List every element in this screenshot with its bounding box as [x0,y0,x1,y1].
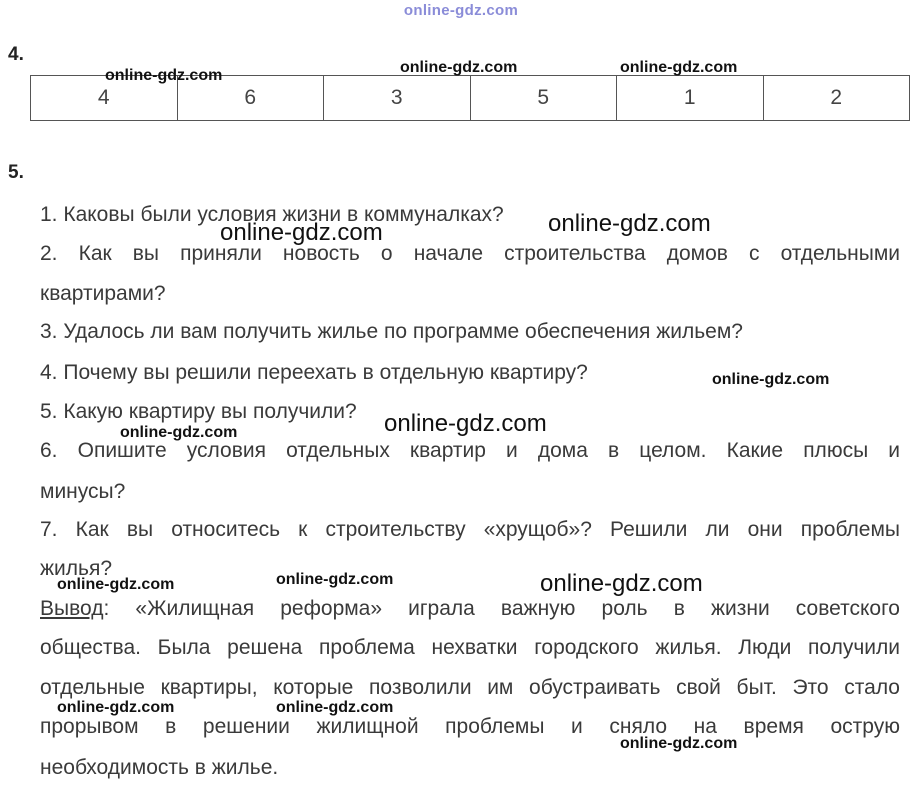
watermark: online-gdz.com [105,67,223,84]
table-cell: 4 [31,76,178,121]
watermark: online-gdz.com [712,371,830,388]
task-5-number: 5. [8,162,24,183]
task-4-number: 4. [8,44,24,65]
question-1: 1. Каковы были условия жизни в коммуналках? [40,203,504,226]
watermark: online-gdz.com [548,210,711,237]
watermark: online-gdz.com [276,699,394,716]
table-cell: 3 [324,76,471,121]
site-header: online-gdz.com [403,2,519,19]
conclusion-text-1: : «Жилищная реформа» играла важную роль в жизни советского [103,597,900,620]
watermark: online-gdz.com [384,410,547,437]
conclusion-line-3: отдельные квартиры, которые позволили им обустраивать свой быт. Это стало [40,676,900,699]
watermark: online-gdz.com [540,570,703,597]
table-cell: 1 [617,76,764,121]
question-3: 3. Удалось ли вам получить жилье по программе обеспечения жильем? [40,320,743,343]
watermark: online-gdz.com [400,59,518,76]
question-6-line-1: 6. Опишите условия отдельных квартир и дома в целом. Какие плюсы и [40,439,900,462]
watermark: online-gdz.com [620,59,738,76]
question-7-line-2: жилья? [40,557,113,580]
conclusion-line-2: общества. Была решена проблема нехватки городского жилья. Люди получили [40,636,900,659]
table-cell: 2 [763,76,910,121]
question-2-line-1: 2. Как вы приняли новость о начале строительства домов с отдельными [40,242,900,265]
watermark: online-gdz.com [220,219,383,246]
watermark: online-gdz.com [120,424,238,441]
watermark: online-gdz.com [57,576,175,593]
conclusion-label: Вывод [40,597,104,620]
question-6-line-2: минусы? [40,480,126,503]
question-4: 4. Почему вы решили переехать в отдельную квартиру? [40,361,588,384]
conclusion-line-5: необходимость в жилье. [40,756,279,779]
conclusion-line-4: прорывом в решении жилищной проблемы и сняло на время острую [40,715,900,738]
watermark: online-gdz.com [57,699,175,716]
table-cell: 5 [470,76,617,121]
question-7-line-1: 7. Как вы относитесь к строительству «хрущоб»? Решили ли они проблемы [40,518,900,541]
conclusion-line-1 [40,598,900,619]
question-5: 5. Какую квартиру вы получили? [40,400,357,423]
watermark: online-gdz.com [276,571,394,588]
table-cell: 6 [177,76,324,121]
question-2-line-2: квартирами? [40,282,166,305]
watermark: online-gdz.com [620,735,738,752]
